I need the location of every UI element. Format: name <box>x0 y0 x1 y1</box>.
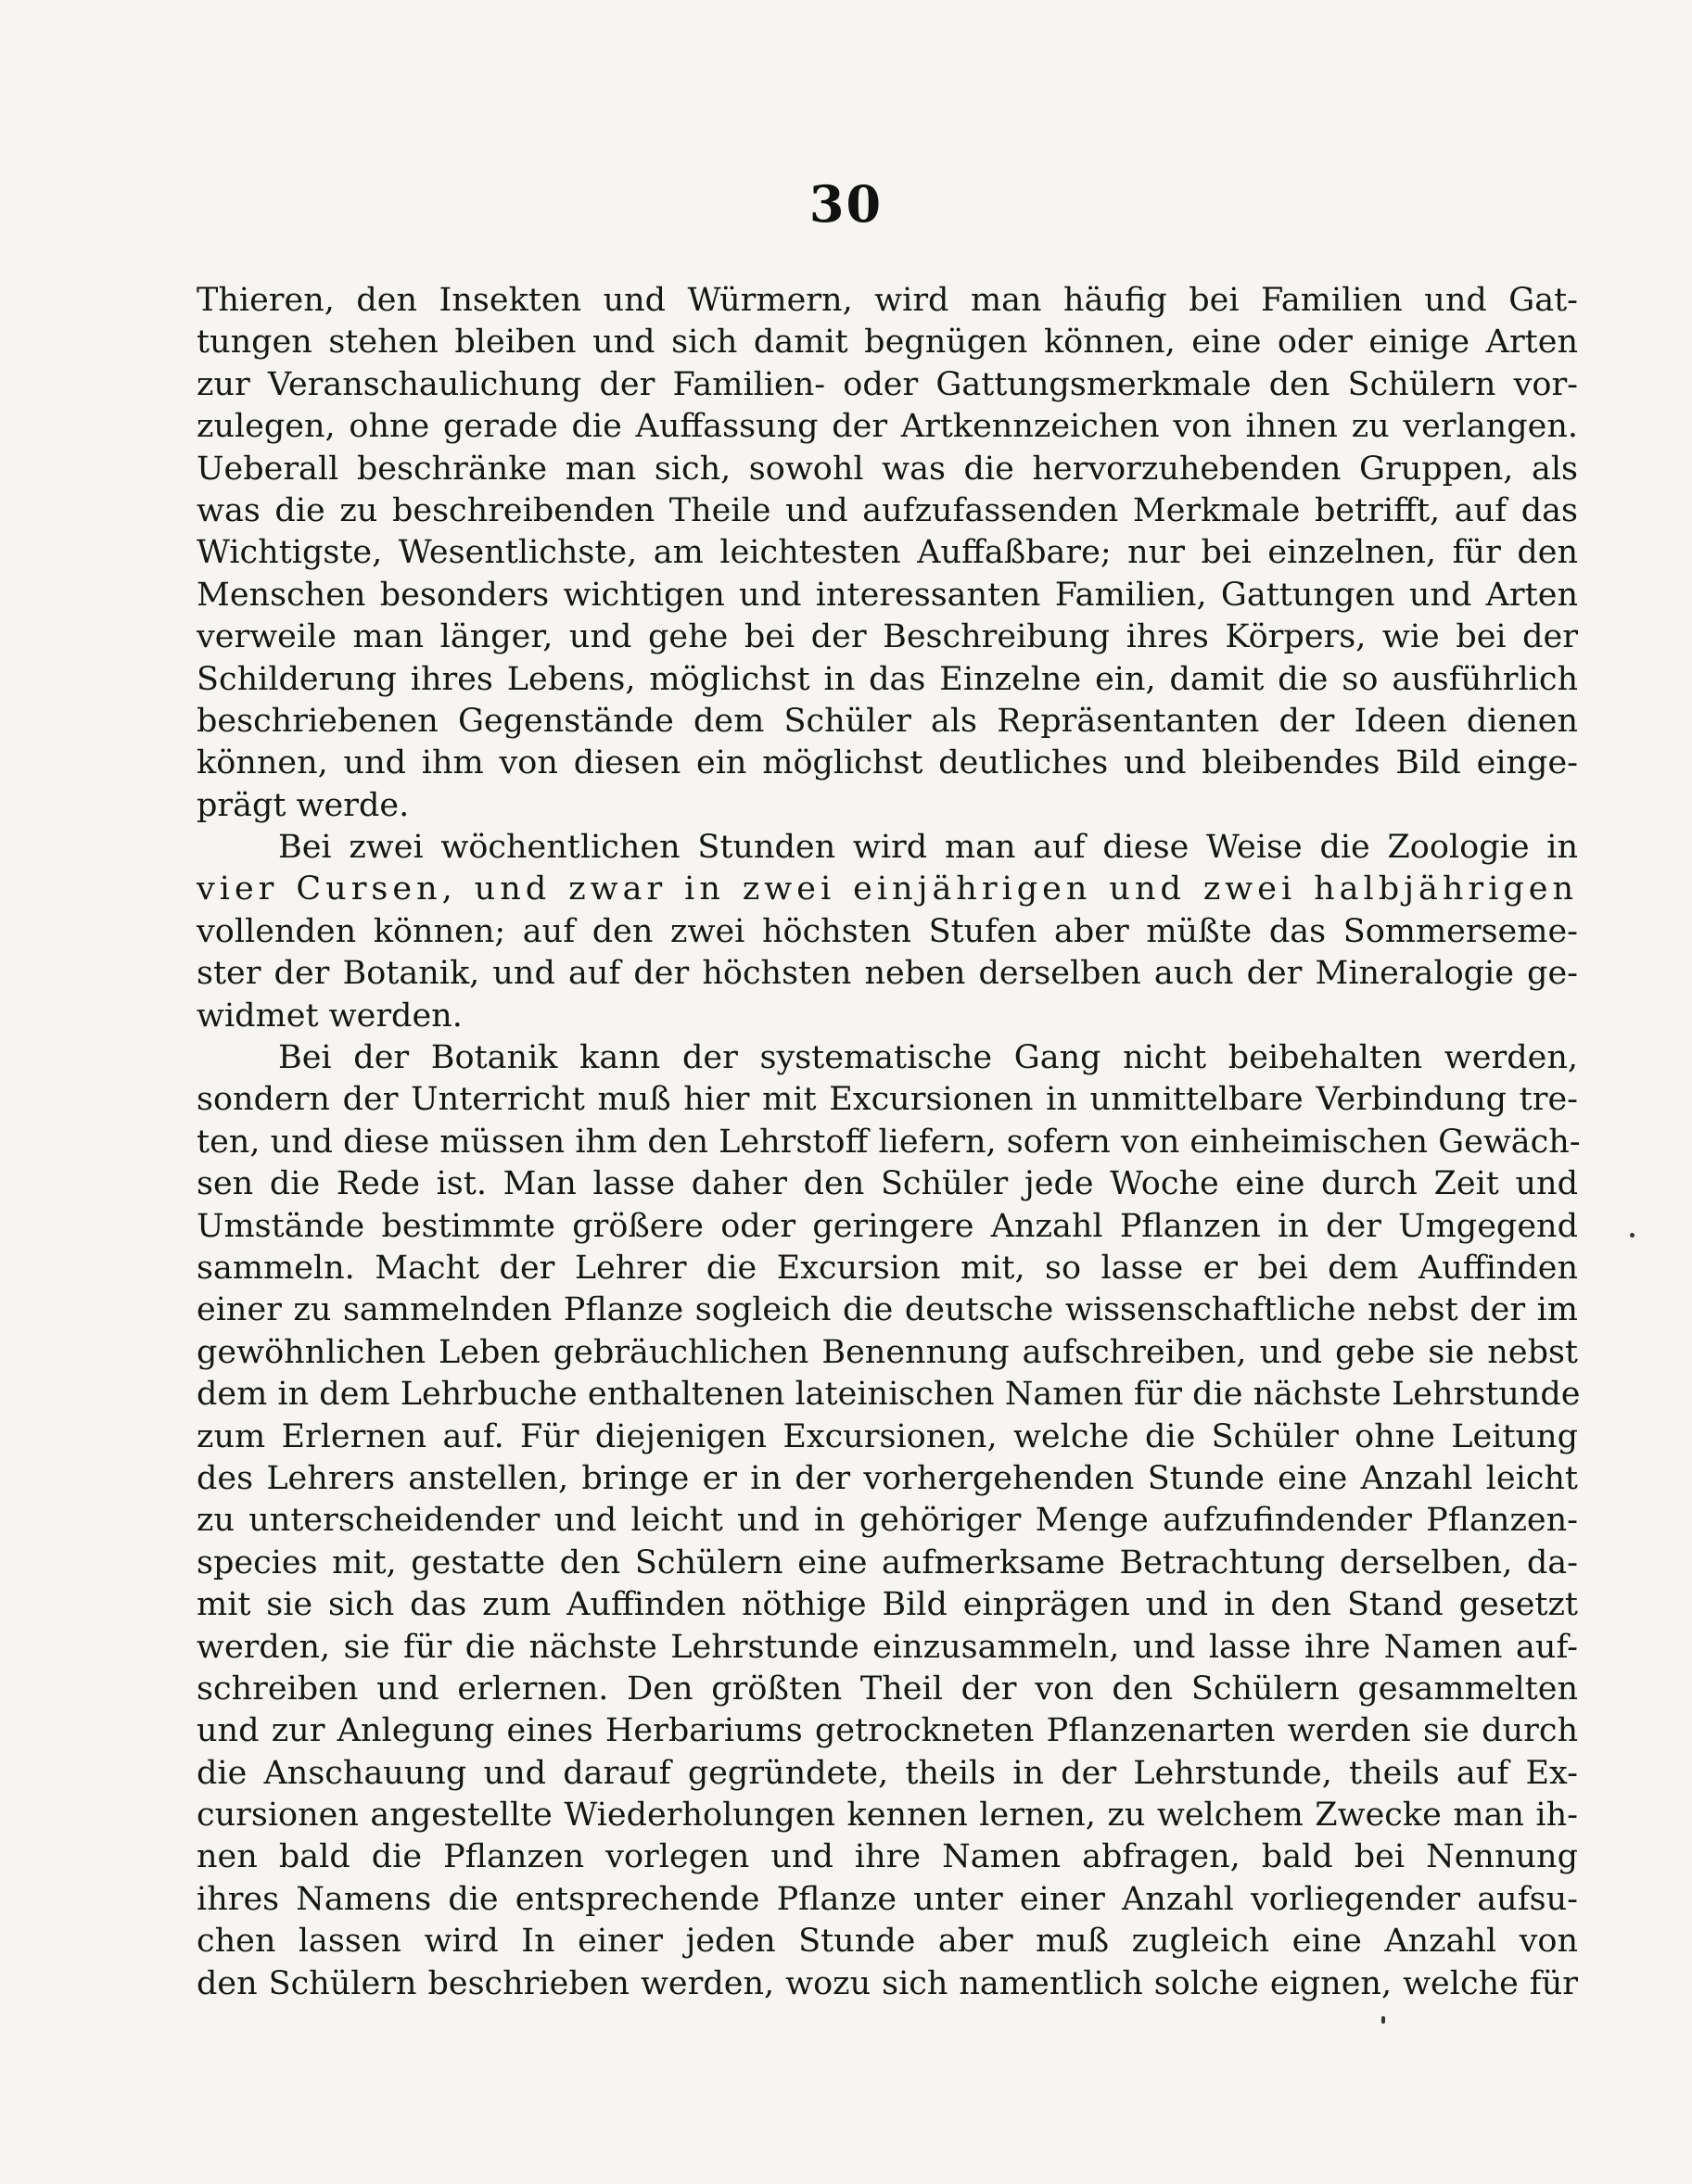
text-line: sen die Rede ist. Man lasse daher den Schüler jede Woche eine durch Zeit und <box>197 1165 1578 1203</box>
text-line: cursionen angestellte Wiederholungen kennen lernen, zu welchem Zwecke man ih- <box>197 1797 1578 1835</box>
text-line: Ueberall beschränke man sich, sowohl was die hervorzuhebenden Gruppen, als <box>197 450 1578 488</box>
text-line: ihres Namens die entsprechende Pflanze unter einer Anzahl vorliegender aufsu- <box>197 1880 1578 1918</box>
text-line: vier Cursen, und zwar in zwei einjährigen und zwei halbjährigen <box>197 870 1578 908</box>
ink-speck <box>1630 1233 1635 1238</box>
text-line: sammeln. Macht der Lehrer die Excursion mit, so lasse er bei dem Auffinden <box>197 1249 1578 1287</box>
text-line: Wichtigste, Wesentlichste, am leichtesten Auffaßbare; nur bei einzelnen, für den <box>197 534 1578 572</box>
text-line: mit sie sich das zum Auffinden nöthige Bild einprägen und in den Stand gesetzt <box>197 1586 1578 1624</box>
body-text <box>197 280 1581 2047</box>
text-line: Umstände bestimmte größere oder geringere Anzahl Pflanzen in der Umgegend <box>197 1207 1578 1245</box>
text-line: einer zu sammelnden Pflanze sogleich die deutsche wissenschaftliche nebst der im <box>197 1291 1578 1329</box>
text-line: chen lassen wird In einer jeden Stunde aber muß zugleich eine Anzahl von <box>197 1923 1578 1961</box>
text-line: schreiben und erlernen. Den größten Theil der von den Schülern gesammelten <box>197 1670 1578 1708</box>
text-line: Schilderung ihres Lebens, möglichst in das Einzelne ein, damit die so ausführlich <box>197 660 1578 698</box>
text-line: und zur Anlegung eines Herbariums getrockneten Pflanzenarten werden sie durch <box>197 1712 1578 1750</box>
text-line: die Anschauung und darauf gegründete, theils in der Lehrstunde, theils auf Ex- <box>197 1754 1578 1792</box>
text-line: vollenden können; auf den zwei höchsten Stufen aber müßte das Sommerseme- <box>197 912 1578 950</box>
text-line: zur Veranschaulichung der Familien- oder Gattungsmerkmale den Schülern vor- <box>197 365 1578 403</box>
text-line: den Schülern beschrieben werden, wozu sich namentlich solche eignen, welche für <box>197 1964 1578 2002</box>
text-line: zu unterscheidender und leicht und in gehöriger Menge aufzufindender Pflanzen- <box>197 1502 1578 1540</box>
text-line: widmet werden. <box>197 997 463 1035</box>
text-line: des Lehrers anstellen, bringe er in der vorhergehenden Stunde eine Anzahl leicht <box>197 1459 1578 1497</box>
ink-speck <box>1381 2016 1385 2024</box>
text-line <box>197 2005 1578 2047</box>
text-line: nen bald die Pflanzen vorlegen und ihre Namen abfragen, bald bei Nennung <box>197 1838 1578 1876</box>
text-line: prägt werde. <box>197 786 410 824</box>
text-line: Menschen besonders wichtigen und interessanten Familien, Gattungen und Arten <box>197 576 1578 614</box>
text-line: tungen stehen bleiben und sich damit begnügen können, eine oder einige Arten <box>197 324 1578 362</box>
text-line: ster der Botanik, und auf der höchsten neben derselben auch der Mineralogie ge- <box>197 955 1578 993</box>
paragraph-start-line: Bei zwei wöchentlichen Stunden wird man auf diese Weise die Zoologie in <box>278 829 1578 867</box>
text-line: beschriebenen Gegenstände dem Schüler als Repräsentanten der Ideen dienen <box>197 702 1578 740</box>
text-line: Thieren, den Insekten und Würmern, wird man häufig bei Familien und Gat- <box>197 282 1578 319</box>
text-line: zulegen, ohne gerade die Auffassung der Artkennzeichen von ihnen zu verlangen. <box>197 408 1578 446</box>
text-line: species mit, gestatte den Schülern eine aufmerksame Betrachtung derselben, da- <box>197 1543 1578 1581</box>
page-number: 30 <box>808 174 884 234</box>
text-line: können, und ihm von diesen ein möglichst deutliches und bleibendes Bild einge- <box>197 744 1578 782</box>
text-line: dem in dem Lehrbuche enthaltenen lateinischen Namen für die nächste Lehrstunde <box>197 1376 1581 1414</box>
text-line: sondern der Unterricht muß hier mit Excursionen in unmittelbare Verbindung tre- <box>197 1081 1578 1119</box>
text-line: gewöhnlichen Leben gebräuchlichen Benennung aufschreiben, und gebe sie nebst <box>197 1333 1578 1371</box>
text-line: werden, sie für die nächste Lehrstunde einzusammeln, und lasse ihre Namen auf- <box>197 1628 1578 1666</box>
text-line: verweile man länger, und gehe bei der Beschreibung ihres Körpers, wie bei der <box>197 618 1578 656</box>
text-line: was die zu beschreibenden Theile und aufzufassenden Merkmale betrifft, auf das <box>197 491 1578 529</box>
text-line: zum Erlernen auf. Für diejenigen Excursionen, welche die Schüler ohne Leitung <box>197 1417 1578 1455</box>
paragraph-start-line: Bei der Botanik kann der systematische Gang nicht beibehalten werden, <box>278 1039 1578 1077</box>
text-line: ten, und diese müssen ihm den Lehrstoff liefern, sofern von einheimischen Gewäch- <box>197 1123 1581 1161</box>
